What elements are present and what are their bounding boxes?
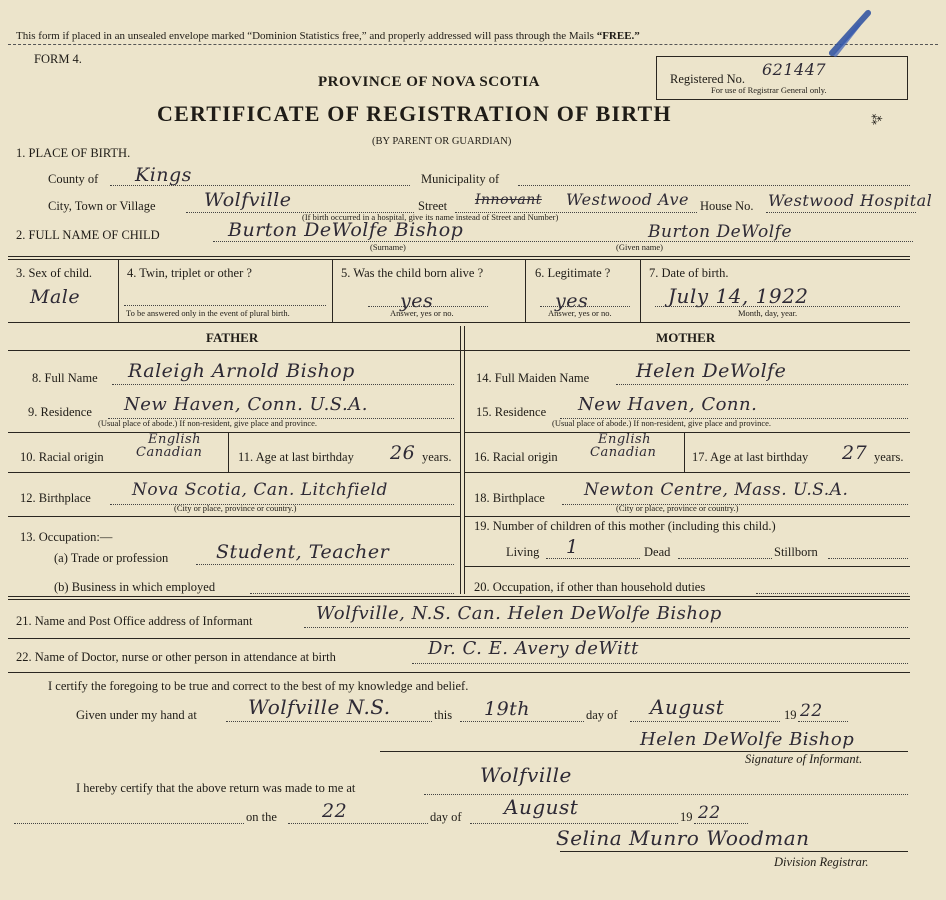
ink-tally-mark: ⁂ [867,109,885,129]
given-place-value: Wolfville N.S. [248,695,391,719]
twin-note: To be answered only in the event of plural birth. [126,308,290,318]
father-residence-note: (Usual place of abode.) If non-resident, give place and province. [98,418,318,428]
child-surname-value: Burton DeWolfe Bishop [228,219,464,241]
given-this-label: this [434,708,453,722]
given-month-value: August [650,695,725,719]
mother-name-line [616,384,908,385]
document-title: CERTIFICATE OF REGISTRATION OF BIRTH [157,101,672,126]
father-occupation-label: 13. Occupation:— [20,530,113,544]
parents-divider [460,326,461,594]
header-rule [8,44,938,45]
parents-divider-double [464,326,465,594]
hospital-note: (If birth occurred in a hospital, give its name instead of Street and Number) [302,212,559,222]
mother-living-line [546,558,640,559]
mother-row-rule-2 [464,472,910,473]
father-business-line [250,593,454,594]
informant-value: Wolfville, N.S. Can. Helen DeWolfe Bishop [316,603,722,624]
father-trade-value: Student, Teacher [216,541,390,563]
given-caption: (Given name) [616,242,663,252]
registrar-day-line [288,823,428,824]
father-heading: FATHER [206,330,259,345]
father-name-value: Raleigh Arnold Bishop [128,360,355,382]
municipality-label: Municipality of [421,172,500,186]
house-value: Westwood Hospital [768,191,933,210]
registrar-month-value: August [504,795,579,819]
given-month-line [630,721,780,722]
mother-residence-value: New Haven, Conn. [578,394,758,415]
street-label: Street [418,199,448,213]
registered-number: 621447 [762,60,827,79]
informant-signature-caption: Signature of Informant. [745,752,863,766]
given-year-prefix: 19 [784,708,797,722]
row3-divider-2 [332,259,333,322]
father-row-rule-2 [8,472,460,473]
registrar-note: For use of Registrar General only. [711,85,827,95]
mother-row-rule-4 [464,566,910,567]
sex-label: 3. Sex of child. [16,266,93,280]
registrar-on-the-label: on the [246,810,277,824]
parents-heading-rule [8,350,910,351]
alive-line [368,306,488,307]
given-place-line [226,721,432,722]
row3-top-rule [8,256,910,257]
parents-bottom-rule-double [8,599,910,600]
city-value: Wolfville [204,189,292,211]
doctor-label: 22. Name of Doctor, nurse or other person in attendance at birth [16,650,336,664]
row3-bottom-rule [8,322,910,323]
informant-signature: Helen DeWolfe Bishop [640,729,855,750]
mother-racial-value-bottom: Canadian [590,445,657,460]
legitimate-value: yes [555,290,589,312]
ink-check-mark-secondary [832,22,861,58]
date-value: July 14, 1922 [668,284,809,308]
father-residence-value: New Haven, Conn. U.S.A. [124,394,368,415]
given-day-of-label: day of [586,708,618,722]
municipality-line [518,185,910,186]
date-line [655,306,900,307]
mother-row-rule-3 [464,516,910,517]
mother-row-rule-1 [464,432,910,433]
registrar-day-of-label: day of [430,810,462,824]
mother-years-label: years. [874,450,904,464]
mother-stillborn-label: Stillborn [774,545,818,559]
registrar-month-line [470,823,678,824]
father-name-label: 8. Full Name [32,371,98,385]
father-birthplace-note: (City or place, province or country.) [174,503,297,513]
house-label: House No. [700,199,754,213]
father-residence-label: 9. Residence [28,405,92,419]
date-caption: Month, day, year. [738,308,798,318]
registrar-signature: Selina Munro Woodman [556,826,810,850]
surname-caption: (Surname) [370,242,406,252]
father-birthplace-label: 12. Birthplace [20,491,91,505]
twin-label: 4. Twin, triplet or other ? [127,266,252,280]
father-trade-line [196,564,454,565]
father-business-label: (b) Business in which employed [54,580,216,594]
legitimate-line [540,306,630,307]
legitimate-label: 6. Legitimate ? [535,266,611,280]
county-value: Kings [135,164,192,186]
father-name-line [112,384,454,385]
father-birthplace-value: Nova Scotia, Can. Litchfield [132,480,388,500]
doctor-line [412,663,908,664]
registrar-place-value: Wolfville [480,763,572,787]
father-racial-value-top: English [148,432,202,447]
mother-birthplace-label: 18. Birthplace [474,491,545,505]
doctor-rule [8,672,910,673]
father-trade-label: (a) Trade or profession [54,551,169,565]
father-racial-value-bottom: Canadian [136,445,203,460]
document-subtitle: (BY PARENT OR GUARDIAN) [372,136,512,147]
mother-heading: MOTHER [656,330,716,345]
twin-line [124,305,326,306]
registrar-certify-text: I hereby certify that the above return was made to me at [76,781,356,795]
child-given-value: Burton DeWolfe [648,222,793,242]
sex-value: Male [30,286,81,308]
registrar-leading-line [14,823,244,824]
father-years-label: years. [422,450,452,464]
mother-dead-line [678,558,772,559]
alive-label: 5. Was the child born alive ? [341,266,484,280]
street-struck-value: Innovant [475,192,542,208]
mother-birthplace-value: Newton Centre, Mass. U.S.A. [584,480,849,500]
legitimate-caption: Answer, yes or no. [548,308,612,318]
place-of-birth-heading: 1. PLACE OF BIRTH. [16,146,131,160]
alive-value: yes [400,290,434,312]
informant-line [304,627,908,628]
house-line [766,212,916,213]
mother-residence-label: 15. Residence [476,405,547,419]
row3-divider-4 [640,259,641,322]
mother-birthplace-note: (City or place, province or country.) [616,503,739,513]
father-age-label: 11. Age at last birthday [238,450,354,464]
row3-divider-1 [118,259,119,322]
province-heading: PROVINCE OF NOVA SCOTIA [318,74,540,90]
mail-notice: This form if placed in an unsealed envelope marked “Dominion Statistics free,” and properly addressed will pass through the Mails “FREE.” [16,30,640,42]
mother-name-label: 14. Full Maiden Name [476,371,590,385]
mother-name-value: Helen DeWolfe [636,360,787,382]
father-racial-label: 10. Racial origin [20,450,104,464]
mother-children-label: 19. Number of children of this mother (including this child.) [474,519,776,533]
parents-bottom-rule [8,596,910,597]
mother-living-value: 1 [566,536,579,558]
registrar-signature-line [560,851,908,852]
alive-caption: Answer, yes or no. [390,308,454,318]
given-day-line [460,721,584,722]
registrar-year-prefix: 19 [680,810,693,824]
mother-racial-value-top: English [598,432,652,447]
informant-label: 21. Name and Post Office address of Informant [16,614,253,628]
father-row-rule-3 [8,516,460,517]
mother-racial-divider [684,432,685,472]
father-age-value: 26 [390,442,416,464]
child-name-label: 2. FULL NAME OF CHILD [16,228,160,242]
mother-stillborn-line [828,558,908,559]
registrar-caption: Division Registrar. [774,855,869,869]
father-racial-divider [228,432,229,472]
mother-racial-label: 16. Racial origin [474,450,558,464]
given-year-value: 22 [800,701,823,721]
child-name-line [213,241,913,242]
mother-age-value: 27 [842,442,868,464]
row3-top-rule-double [8,259,910,260]
date-label: 7. Date of birth. [649,266,729,280]
registered-label: Registered No. [670,72,745,86]
mother-occupation-label: 20. Occupation, if other than household duties [474,580,706,594]
street-value: Westwood Ave [566,190,689,209]
registrar-day-value: 22 [322,800,348,822]
father-row-rule-1 [8,432,460,433]
city-label: City, Town or Village [48,199,156,213]
given-day-value: 19th [484,698,531,720]
certify-text: I certify the foregoing to be true and correct to the best of my knowledge and belief. [48,679,469,693]
registrar-place-line [424,794,908,795]
mother-living-label: Living [506,545,540,559]
row3-divider-3 [525,259,526,322]
form-number: FORM 4. [34,52,82,66]
doctor-value: Dr. C. E. Avery deWitt [428,638,639,659]
mother-occupation-line [756,593,908,594]
mother-residence-note: (Usual place of abode.) If non-resident, give place and province. [552,418,772,428]
county-label: County of [48,172,99,186]
mother-age-label: 17. Age at last birthday [692,450,809,464]
registrar-year-value: 22 [698,803,721,823]
given-under-label: Given under my hand at [76,708,197,722]
mother-dead-label: Dead [644,545,671,559]
